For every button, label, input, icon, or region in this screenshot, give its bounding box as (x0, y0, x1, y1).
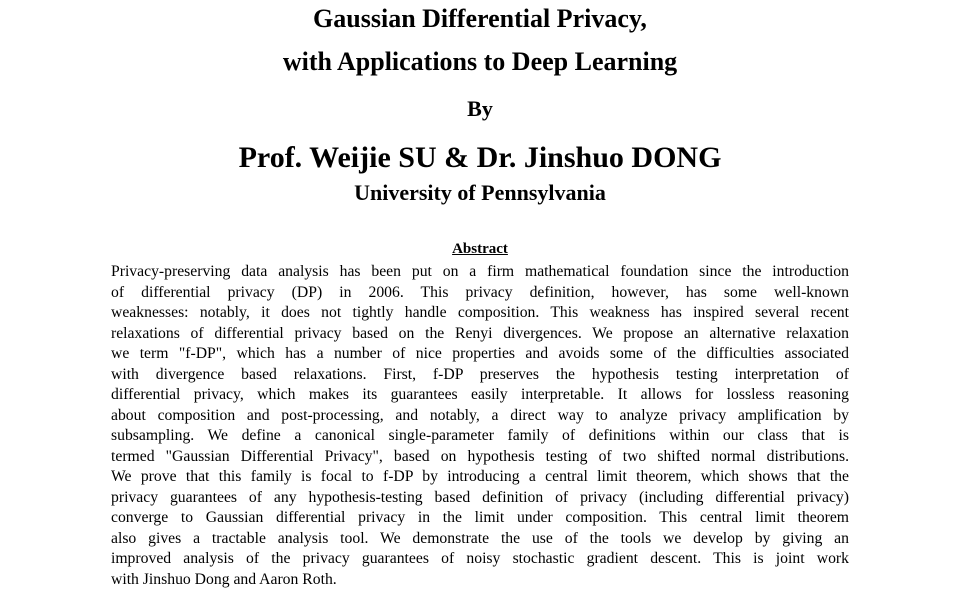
abstract-line: subsampling. We define a canonical single-parameter family of definitions within our class that is (111, 427, 849, 444)
abstract-line: We prove that this family is focal to f-DP by introducing a central limit theorem, which shows that the (111, 468, 849, 485)
abstract-line: converge to Gaussian differential privacy in the limit under composition. This central limit theorem (111, 509, 849, 526)
abstract-line: privacy guarantees of any hypothesis-testing based definition of privacy (including differential privacy) (111, 488, 849, 506)
abstract-line: improved analysis of the privacy guarantees of noisy stochastic gradient descent. This is joint work (111, 550, 849, 567)
abstract-line: weaknesses: notably, it does not tightly handle composition. This weakness has inspired several recent (111, 304, 849, 321)
abstract-line: Privacy-preserving data analysis has been put on a firm mathematical foundation since the introduction (111, 263, 849, 280)
abstract-line: with Jinshuo Dong and Aaron Roth. (111, 570, 337, 588)
title-line-2: with Applications to Deep Learning (282, 47, 678, 76)
by-label: By (467, 96, 493, 121)
abstract-line: we term "f-DP", which has a number of nice properties and avoids some of the difficulties associated (111, 345, 849, 362)
abstract-line: relaxations of differential privacy based on the Renyi divergences. We propose an alternative relaxation (111, 324, 849, 342)
abstract-line: termed "Gaussian Differential Privacy", based on hypothesis testing of two shifted normal distributions. (111, 447, 849, 465)
title-line-1: Gaussian Differential Privacy, (313, 4, 647, 33)
abstract-line: with divergence based relaxations. First, f-DP preserves the hypothesis testing interpretation of (111, 365, 849, 383)
abstract-line: also gives a tractable analysis tool. We demonstrate the use of the tools we develop by giving an (111, 529, 849, 547)
abstract-line: of differential privacy (DP) in 2006. This privacy definition, however, has some well-known (111, 283, 849, 301)
abstract-line: differential privacy, which makes its guarantees easily interpretable. It allows for lossless reasoning (111, 386, 849, 403)
abstract-body (111, 262, 849, 590)
abstract-heading: Abstract (452, 241, 508, 257)
affiliation: University of Pennsylvania (354, 180, 606, 205)
authors: Prof. Weijie SU & Dr. Jinshuo DONG (238, 141, 722, 174)
abstract-line: about composition and post-processing, and notably, a direct way to analyze privacy amplification by (111, 406, 849, 424)
